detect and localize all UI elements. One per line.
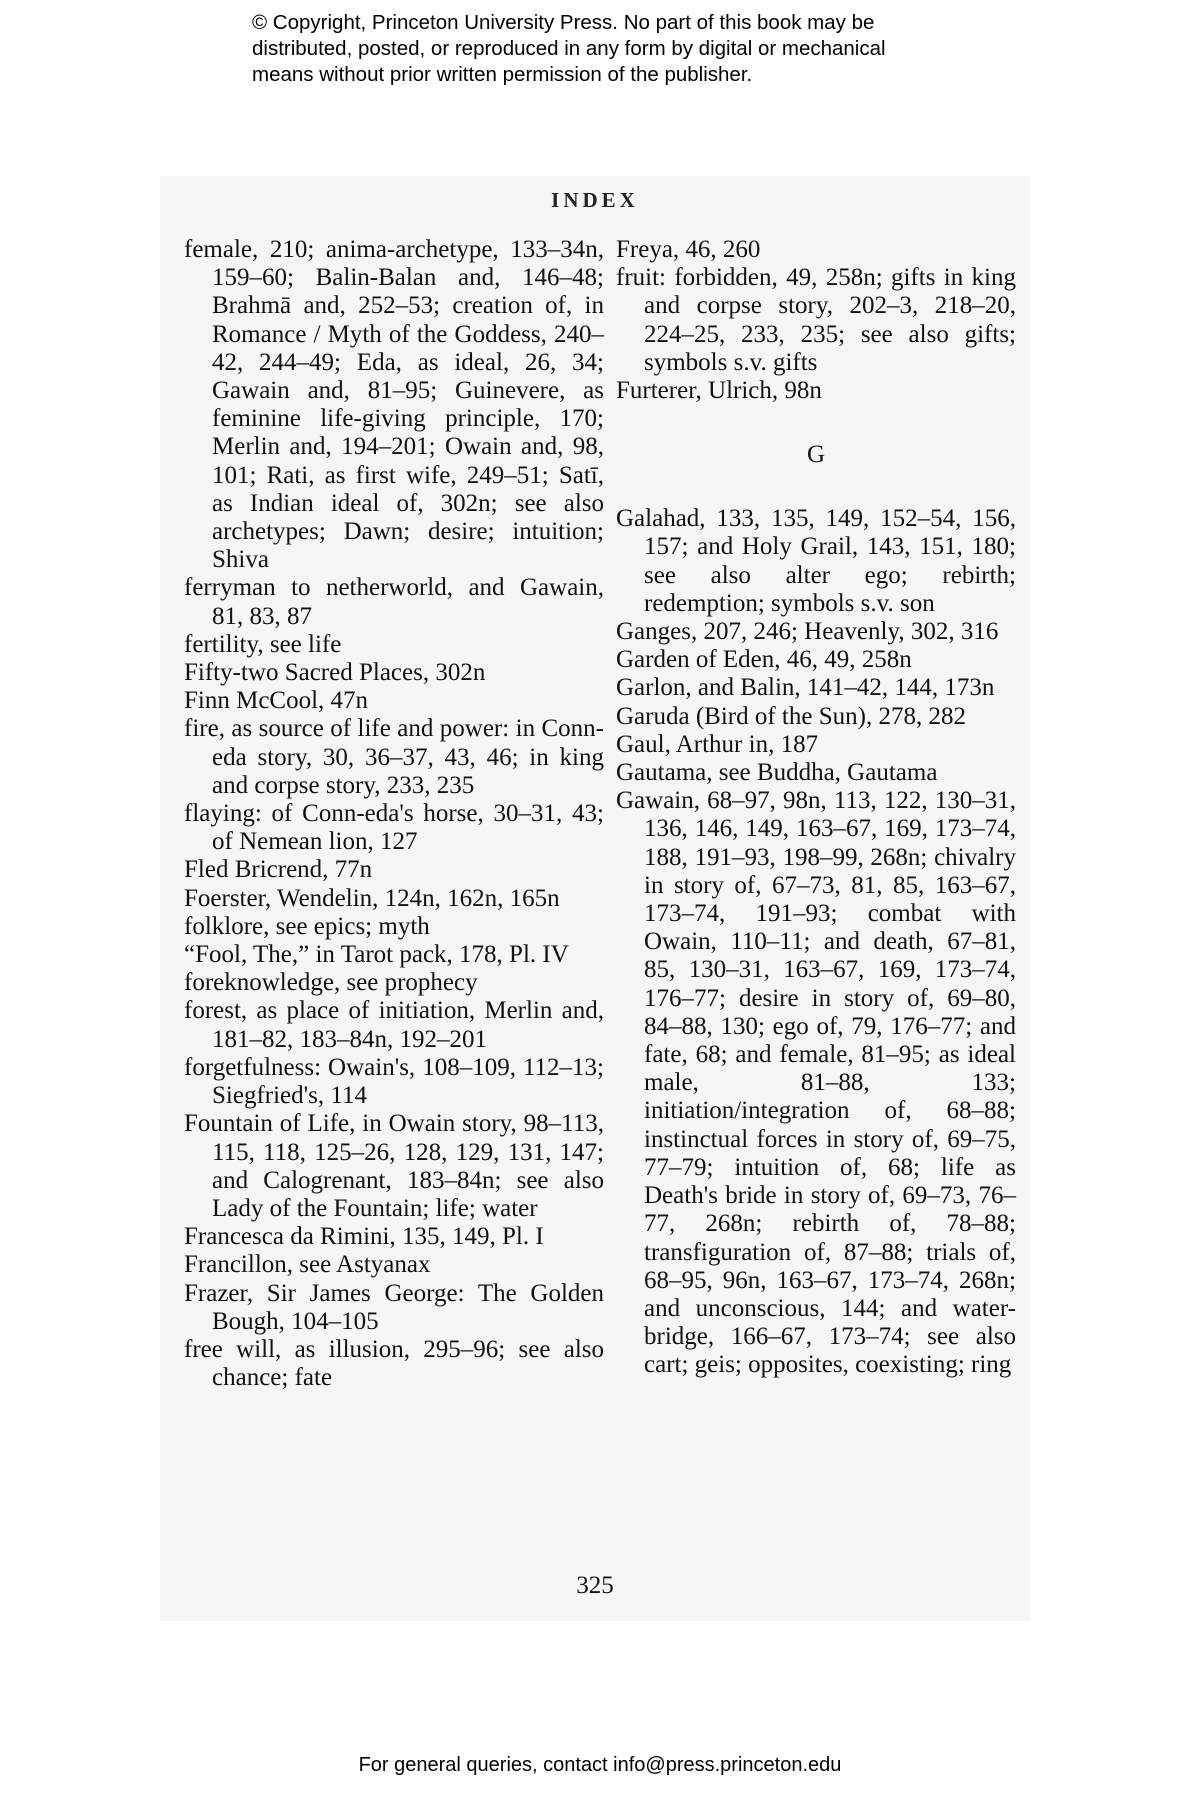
index-entry: Freya, 46, 260 [616,236,761,263]
letter-heading: G [806,441,826,469]
index-column-right [616,236,1016,1380]
index-entry: Foerster, Wendelin, 124n, 162n, 165n [184,884,560,912]
contact-footer: For general queries, contact info@press.princeton.edu [358,1754,842,1776]
index-entry: fire, as source of life and power: in Conn-eda story, 30, 36–37, 43, 46; in king and corpse story, 233, 235 [184,715,604,799]
index-entry: Gautama, see Buddha, Gautama [616,759,938,787]
index-entry: ferryman to netherworld, and Gawain, 81, 83, 87 [184,574,604,630]
index-entry: Fountain of Life, in Owain story, 98–113, 115, 118, 125–26, 128, 129, 131, 147; and Calogrenant, 183–84n; see also Lady of the Fountain; life; water [184,1110,604,1222]
index-entry: Gawain, 68–97, 98n, 113, 122, 130–31, 136, 146, 149, 163–67, 169, 173–74, 188, 191–93, 198–99, 268n; chivalry in story of, 67–73, 81, 85, 163–67, 173–74, 191–93; combat with Owain, 110–11; and death, 67–81, 85, 130–31, 163–67, 169, 173–74, 176–77; desire in story of, 69–80, 84–88, 130; ego of, 79, 176–77; and fate, 68; and female, 81–95; as ideal male, 81–88, 133; initiation/integration of, 68–88; instinctual forces in story of, 69–75, 77–79; intuition of, 68; life as Death's bride in story of, 69–73, 76–77, 268n; rebirth of, 78–88; transfiguration of, 87–88; trials of, 68–95, 96n, 163–67, 173–74, 268n; and unconscious, 144; and water-bridge, 166–67, 173–74; see also cart; geis; opposites, coexisting; ring [616,787,1016,1379]
index-entry: Finn McCool, 47n [184,687,369,715]
index-entry: forest, as place of initiation, Merlin and, 181–82, 183–84n, 192–201 [184,997,604,1053]
index-entry: Ganges, 207, 246; Heavenly, 302, 316 [616,618,999,646]
index-entry: fruit: forbidden, 49, 258n; gifts in king and corpse story, 202–3, 218–20, 224–25, 233, 235; see also gifts; symbols s.v. gifts [616,264,1016,376]
index-entry: Garuda (Bird of the Sun), 278, 282 [616,702,966,730]
book-page [160,176,1030,1621]
index-entry: foreknowledge, see prophecy [184,969,478,997]
index-entry: Francillon, see Astyanax [184,1251,431,1279]
index-entry: Garden of Eden, 46, 49, 258n [616,646,912,674]
index-entry: Gaul, Arthur in, 187 [616,730,819,758]
index-entry: Fled Bricrend, 77n [184,856,373,884]
index-entry: Galahad, 133, 135, 149, 152–54, 156, 157; and Holy Grail, 143, 151, 180; see also alter ego; rebirth; redemption; symbols s.v. son [616,505,1016,617]
copyright-notice [252,10,1012,88]
copyright-line: means without prior written permission of the publisher. [252,63,753,86]
index-entry: flaying: of Conn-eda's horse, 30–31, 43; of Nemean lion, 127 [184,800,604,856]
index-entry: “Fool, The,” in Tarot pack, 178, Pl. IV [184,941,569,969]
page-number: 325 [576,1572,614,1599]
index-entry: female, 210; anima-archetype, 133–34n, 159–60; Balin-Balan and, 146–48; Brahmā and, 252–53; creation of, in Romance / Myth of the Goddess, 240–42, 244–49; Eda, as ideal, 26, 34; Gawain and, 81–95; Guinevere, as feminine life-giving principle, 170; Merlin and, 194–201; Owain and, 98, 101; Rati, as first wife, 249–51; Satī, as Indian ideal of, 302n; see also archetypes; Dawn; desire; intuition; Shiva [184,236,604,574]
index-entry: Fifty-two Sacred Places, 302n [184,659,486,687]
index-entry: Frazer, Sir James George: The Golden Bough, 104–105 [184,1279,604,1335]
index-entry: forgetfulness: Owain's, 108–109, 112–13; Siegfried's, 114 [184,1053,604,1110]
index-entry: free will, as illusion, 295–96; see also chance; fate [184,1335,604,1392]
index-entry: fertility, see life [184,630,342,658]
page-title: INDEX [551,188,639,212]
index-entry: folklore, see epics; myth [184,912,430,940]
copyright-line: distributed, posted, or reproduced in any form by digital or mechanical [252,37,886,60]
index-column-left [184,236,604,1392]
index-entry: Francesca da Rimini, 135, 149, Pl. I [184,1223,544,1251]
index-entry: Garlon, and Balin, 141–42, 144, 173n [616,674,995,702]
index-entry: Furterer, Ulrich, 98n [616,377,822,405]
copyright-line: © Copyright, Princeton University Press. No part of this book may be [252,11,875,34]
